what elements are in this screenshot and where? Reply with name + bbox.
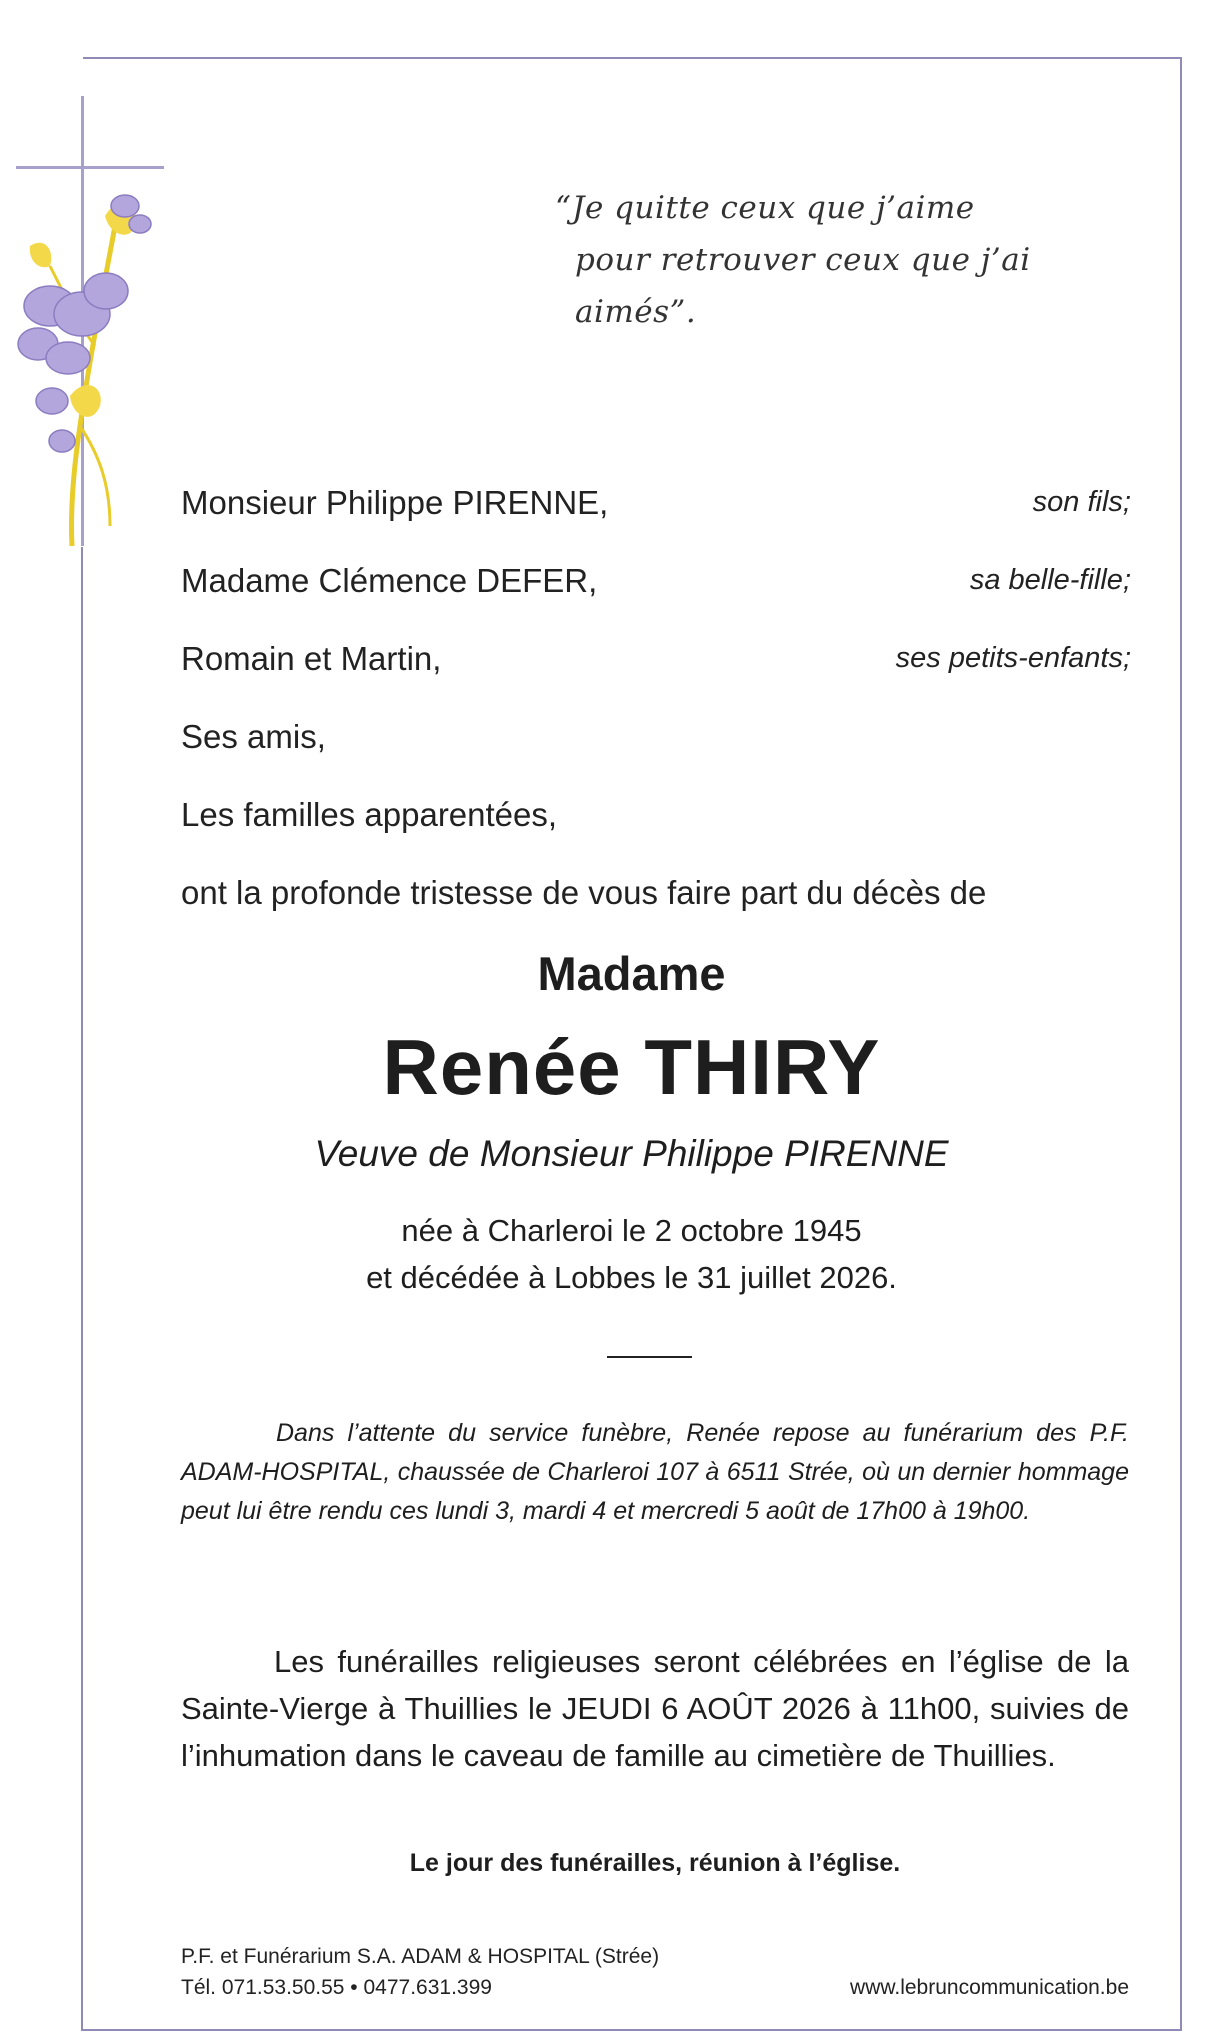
family-row <box>181 718 1131 756</box>
footer-contact <box>181 1976 1129 2000</box>
family-relation: ses petits-enfants; <box>895 642 1131 674</box>
deceased-name: Renée THIRY <box>382 1023 881 1111</box>
dates <box>81 1207 1182 1301</box>
website-link[interactable]: www.lebruncommunication.be <box>850 1976 1129 1999</box>
phones: Tél. 071.53.50.55 • 0477.631.399 <box>181 1976 492 1999</box>
meeting-note: Le jour des funérailles, réunion à l’église. <box>409 1849 901 1877</box>
family-row <box>181 640 1131 678</box>
funeral-text: Les funérailles religieuses seront célébrées en l’église de la Sainte-Vierge à Thuillies le JEUDI 6 AOÛT 2026 à 11h00, suivies de l’inhumation dans le caveau de famille au cimetière de Thuillies. <box>181 1644 1129 1773</box>
family-name: Romain et Martin, <box>181 640 442 677</box>
family-row <box>181 796 1131 834</box>
death-line: et décédée à Lobbes le 31 juillet 2026. <box>366 1260 897 1295</box>
birth-line: née à Charleroi le 2 octobre 1945 <box>401 1213 862 1248</box>
cross-flower-icon <box>10 96 200 556</box>
family-name: Monsieur Philippe PIRENNE, <box>181 484 609 521</box>
deceased-title: Madame <box>537 947 726 1000</box>
family-relation: sa belle-fille; <box>969 564 1131 596</box>
family-relation: son fils; <box>1032 486 1131 518</box>
funeral-paragraph <box>181 1638 1129 1779</box>
family-name: Ses amis, <box>181 718 326 755</box>
quote <box>555 182 1115 338</box>
viewing-paragraph <box>181 1414 1129 1531</box>
announcement <box>181 874 1131 912</box>
quote-line-2: pour retrouver ceux que j’ai aimés”. <box>575 242 1031 330</box>
divider <box>607 1356 692 1358</box>
family-row <box>181 562 1131 600</box>
widow-of: Veuve de Monsieur Philippe PIRENNE <box>314 1133 949 1174</box>
footer-company <box>181 1945 1129 1969</box>
announcement-text: ont la profonde tristesse de vous faire part du décès de <box>181 874 987 911</box>
family-row <box>181 484 1131 522</box>
family-name: Les familles apparentées, <box>181 796 558 833</box>
viewing-text: Dans l’attente du service funèbre, Renée repose au funérarium des P.F. ADAM-HOSPITAL, chaussée de Charleroi 107 à 6511 Strée, où un dernier hommage peut lui être rendu ces lundi 3, mardi 4 et mercredi 5 août de 17h00 à 19h00. <box>181 1419 1129 1525</box>
family-name: Madame Clémence DEFER, <box>181 562 598 599</box>
quote-line-1: “Je quitte ceux que j’aime <box>555 190 975 226</box>
company-name: P.F. et Funérarium S.A. ADAM & HOSPITAL (Strée) <box>181 1945 660 1968</box>
